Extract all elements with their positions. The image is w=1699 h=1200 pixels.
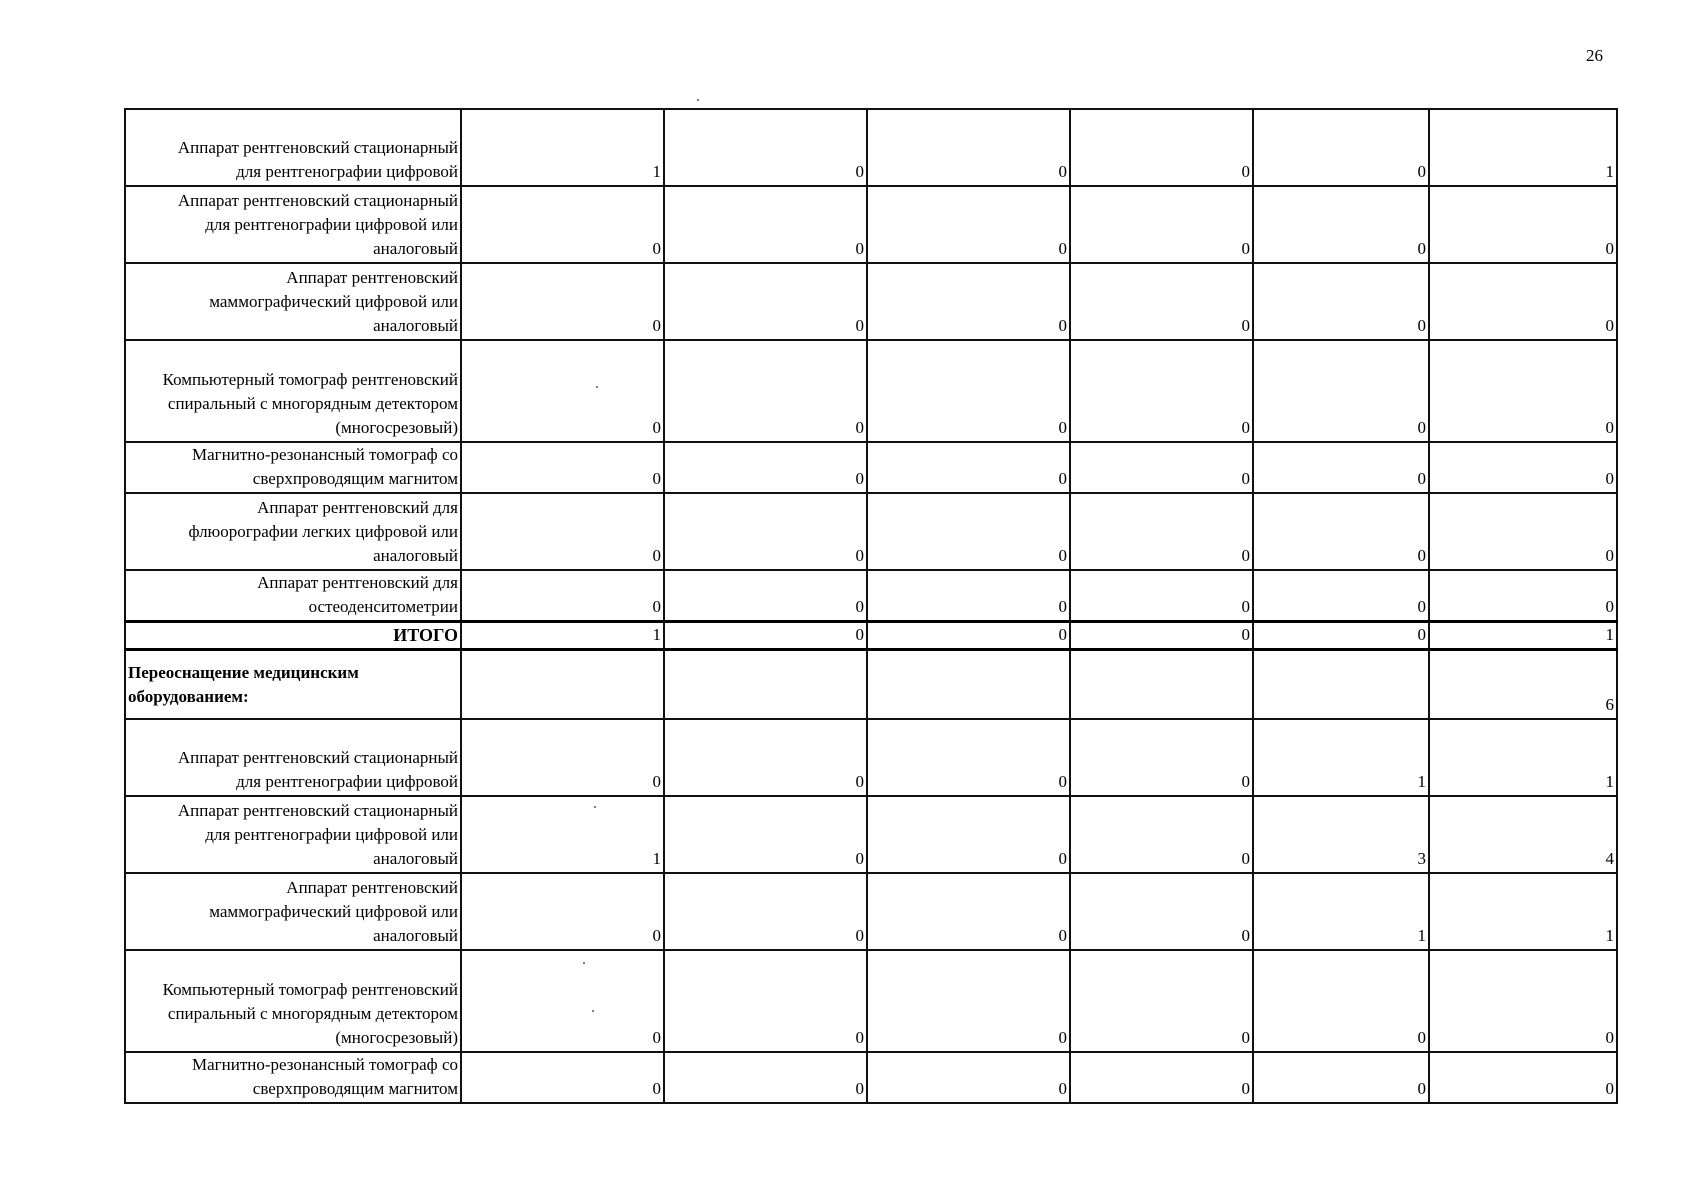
value-cell: 0 [1070,719,1253,796]
value-cell: 0 [867,186,1070,263]
table-row [125,493,1617,570]
equipment-name: Компьютерный томограф рентгеновский спиральный с многорядным детектором (многосрезовый) [125,950,461,1052]
value-cell: 0 [867,340,1070,442]
value-cell: 0 [664,796,867,873]
equipment-name: Магнитно-резонансный томограф со сверхпроводящим магнитом [125,1052,461,1103]
value-cell: 0 [664,109,867,186]
table-row [125,950,1617,1052]
value-cell: 0 [1070,263,1253,340]
equipment-name: Аппарат рентгеновский маммографический цифровой или аналоговый [125,873,461,950]
total-label: ИТОГО [125,622,461,650]
value-cell: 1 [461,796,664,873]
table-body [125,109,1617,1103]
value-cell: 1 [1253,719,1429,796]
value-cell: 0 [461,719,664,796]
value-cell: 0 [1070,442,1253,493]
value-cell: 0 [1070,570,1253,622]
scan-speck [697,99,699,101]
value-cell: 0 [1429,493,1617,570]
table-row [125,186,1617,263]
value-cell: 0 [867,622,1070,650]
value-cell: 0 [1253,263,1429,340]
equipment-name: Магнитно-резонансный томограф со сверхпроводящим магнитом [125,442,461,493]
value-cell: 0 [1070,622,1253,650]
value-cell: 0 [664,719,867,796]
value-cell: 0 [1070,796,1253,873]
equipment-name: Аппарат рентгеновский маммографический цифровой или аналоговый [125,263,461,340]
value-cell: 0 [664,1052,867,1103]
value-cell [867,650,1070,719]
value-cell: 0 [1429,442,1617,493]
value-cell: 0 [664,263,867,340]
value-cell: 4 [1429,796,1617,873]
value-cell: 0 [664,873,867,950]
value-cell: 0 [461,1052,664,1103]
value-cell: 6 [1429,650,1617,719]
table-row [125,109,1617,186]
value-cell: 1 [1429,622,1617,650]
page-number: 26 [1586,46,1603,65]
section-row [125,650,1617,719]
value-cell: 0 [1253,442,1429,493]
value-cell: 0 [1070,186,1253,263]
value-cell: 0 [1070,493,1253,570]
value-cell: 0 [867,1052,1070,1103]
value-cell: 0 [1070,1052,1253,1103]
value-cell: 0 [867,796,1070,873]
value-cell: 0 [461,873,664,950]
equipment-table [124,108,1618,1104]
value-cell: 0 [1070,340,1253,442]
value-cell: 1 [1253,873,1429,950]
value-cell [461,650,664,719]
value-cell: 0 [664,950,867,1052]
value-cell: 0 [867,570,1070,622]
equipment-name: Аппарат рентгеновский стационарный для рентгенографии цифровой или аналоговый [125,796,461,873]
value-cell: 0 [1429,950,1617,1052]
table-row [125,719,1617,796]
value-cell: 0 [867,873,1070,950]
value-cell: 0 [664,493,867,570]
equipment-name: Аппарат рентгеновский стационарный для рентгенографии цифровой или аналоговый [125,186,461,263]
value-cell: 0 [867,493,1070,570]
value-cell: 0 [867,442,1070,493]
value-cell: 0 [461,493,664,570]
value-cell: 0 [1253,570,1429,622]
value-cell: 0 [664,622,867,650]
value-cell: 0 [1429,186,1617,263]
table-row [125,873,1617,950]
value-cell: 0 [1253,493,1429,570]
value-cell: 0 [1070,873,1253,950]
equipment-name: Аппарат рентгеновский стационарный для рентгенографии цифровой [125,109,461,186]
equipment-name: Аппарат рентгеновский для остеоденситометрии [125,570,461,622]
value-cell: 0 [867,950,1070,1052]
table-row [125,1052,1617,1103]
table-row [125,340,1617,442]
value-cell: 0 [1429,1052,1617,1103]
value-cell [664,650,867,719]
value-cell: 1 [1429,873,1617,950]
table-row [125,442,1617,493]
value-cell: 3 [1253,796,1429,873]
table-row [125,570,1617,622]
value-cell: 0 [1070,109,1253,186]
value-cell: 0 [1429,340,1617,442]
value-cell: 0 [867,109,1070,186]
value-cell: 0 [867,719,1070,796]
value-cell: 0 [664,340,867,442]
value-cell: 0 [664,186,867,263]
value-cell: 0 [1253,109,1429,186]
value-cell: 0 [1253,622,1429,650]
equipment-name: Аппарат рентгеновский для флюорографии легких цифровой или аналоговый [125,493,461,570]
value-cell: 0 [461,186,664,263]
value-cell: 0 [1253,1052,1429,1103]
value-cell: 0 [1253,186,1429,263]
value-cell [1070,650,1253,719]
value-cell: 1 [1429,719,1617,796]
value-cell: 0 [1253,340,1429,442]
equipment-name: Компьютерный томограф рентгеновский спиральный с многорядным детектором (многосрезовый) [125,340,461,442]
value-cell: 0 [461,570,664,622]
value-cell: 0 [1429,570,1617,622]
equipment-name: Аппарат рентгеновский стационарный для рентгенографии цифровой [125,719,461,796]
value-cell: 0 [664,570,867,622]
table-row [125,263,1617,340]
value-cell: 1 [1429,109,1617,186]
value-cell: 0 [461,442,664,493]
table-row [125,796,1617,873]
value-cell: 1 [461,622,664,650]
value-cell: 0 [461,263,664,340]
total-row [125,622,1617,650]
value-cell: 1 [461,109,664,186]
value-cell: 0 [461,950,664,1052]
value-cell: 0 [1429,263,1617,340]
value-cell: 0 [1070,950,1253,1052]
section-heading: Переоснащение медицинским оборудованием: [125,650,461,719]
value-cell [1253,650,1429,719]
value-cell: 0 [664,442,867,493]
value-cell: 0 [461,340,664,442]
value-cell: 0 [1253,950,1429,1052]
value-cell: 0 [867,263,1070,340]
